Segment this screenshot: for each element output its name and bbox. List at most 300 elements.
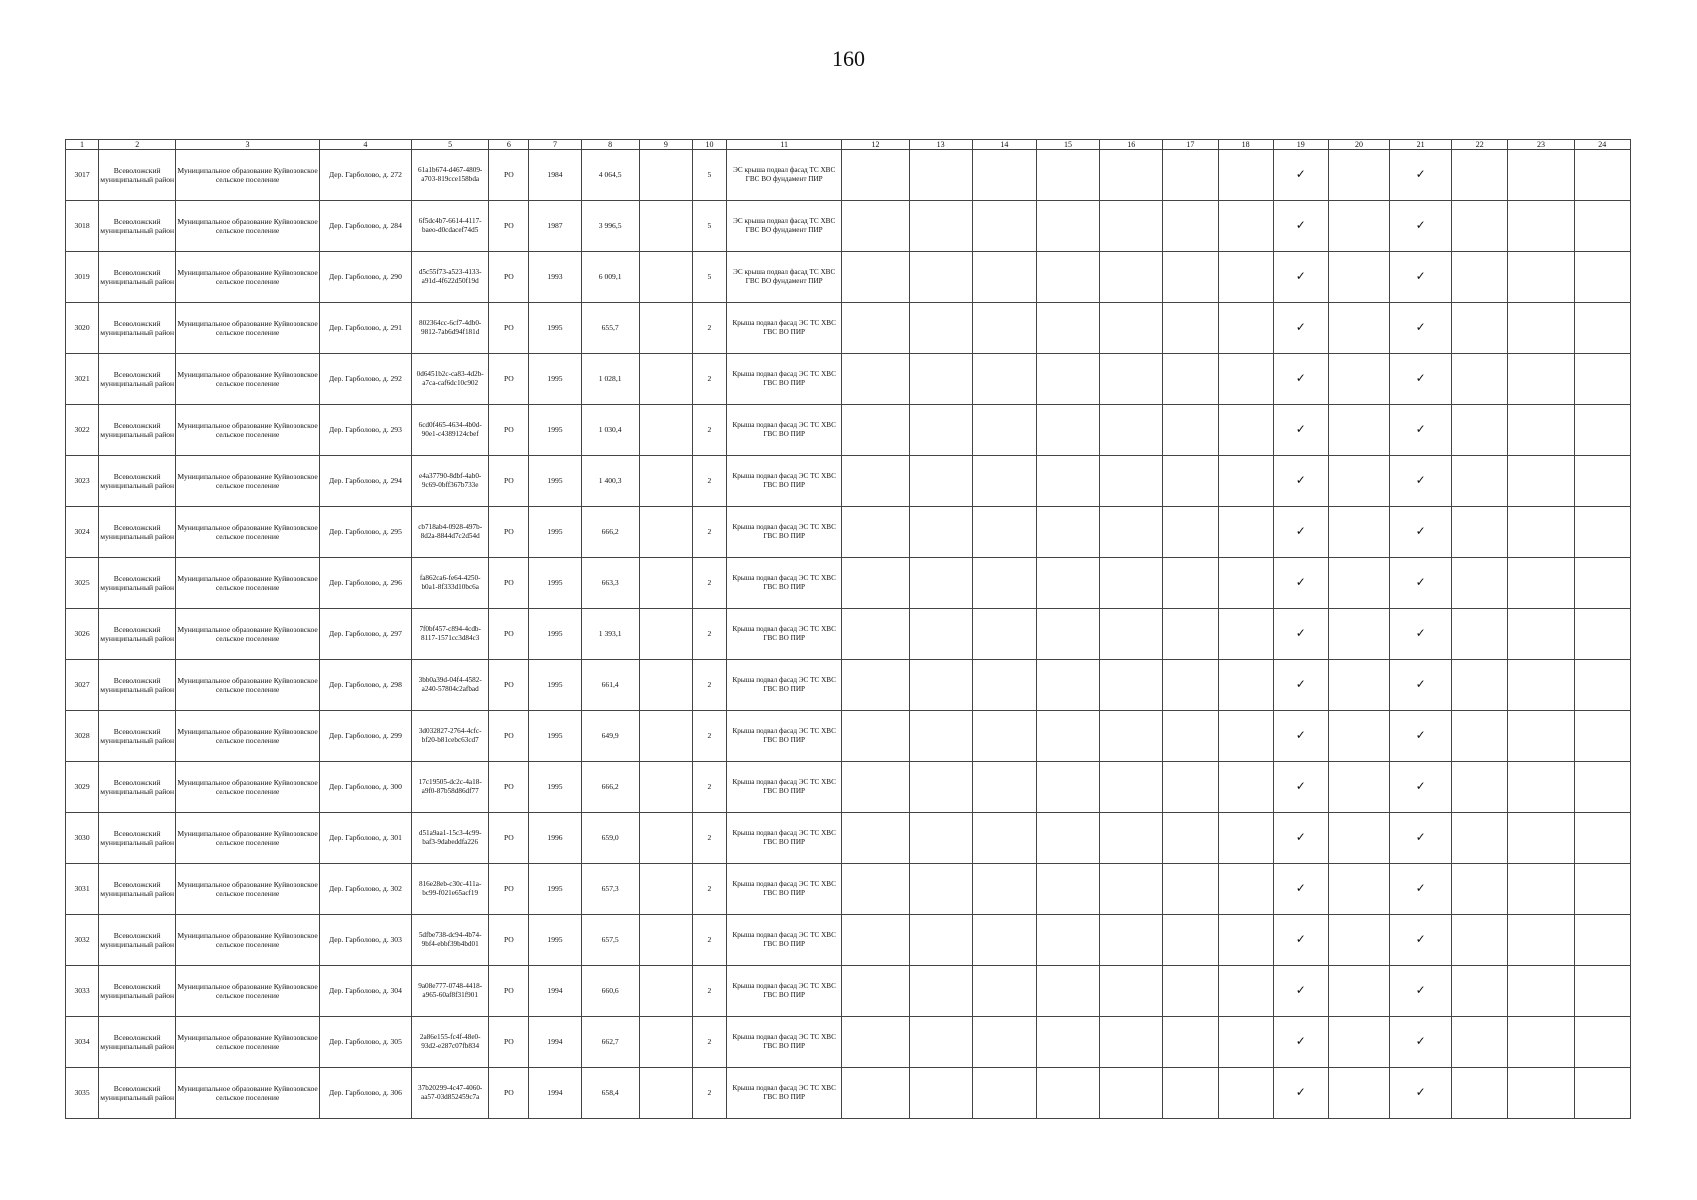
empty-cell xyxy=(909,660,972,711)
works-cell: Крыша подвал фасад ЭС ТС ХВС ГВС ВО ПИР xyxy=(727,660,842,711)
type-cell: РО xyxy=(489,1068,529,1119)
empty-cell xyxy=(842,303,909,354)
empty-cell xyxy=(909,507,972,558)
empty-cell xyxy=(842,354,909,405)
municipality-cell: Муниципальное образование Куйвозовское сельское поселение xyxy=(176,864,319,915)
type-cell: РО xyxy=(489,762,529,813)
type-cell: РО xyxy=(489,711,529,762)
year-cell: 1995 xyxy=(529,507,581,558)
empty-cell xyxy=(1508,150,1574,201)
empty-cell xyxy=(1452,354,1508,405)
works-cell: Крыша подвал фасад ЭС ТС ХВС ГВС ВО ПИР xyxy=(727,558,842,609)
empty-cell xyxy=(1218,456,1273,507)
row-number: 3029 xyxy=(66,762,99,813)
empty-cell xyxy=(1036,915,1099,966)
area-cell: 662,7 xyxy=(581,1017,639,1068)
empty-cell xyxy=(1328,711,1389,762)
check-mark-icon: ✓ xyxy=(1273,405,1328,456)
empty-cell xyxy=(1036,609,1099,660)
empty-cell xyxy=(1100,762,1163,813)
check-mark-icon: ✓ xyxy=(1273,609,1328,660)
column-number-header: 4 xyxy=(319,140,411,150)
works-cell: Крыша подвал фасад ЭС ТС ХВС ГВС ВО ПИР xyxy=(727,609,842,660)
empty-cell xyxy=(639,507,692,558)
empty-cell xyxy=(1508,609,1574,660)
empty-cell xyxy=(842,507,909,558)
guid-cell: 17c19505-dc2c-4a18-a9f0-87b58d86df77 xyxy=(412,762,489,813)
empty-cell xyxy=(1163,711,1218,762)
type-cell: РО xyxy=(489,813,529,864)
empty-cell xyxy=(1218,966,1273,1017)
empty-cell xyxy=(1574,558,1630,609)
year-cell: 1995 xyxy=(529,609,581,660)
column-number-row xyxy=(66,140,1631,150)
area-cell: 661,4 xyxy=(581,660,639,711)
guid-cell: 0d6451b2c-ca83-4d2b-a7ca-caf6dc10c902 xyxy=(412,354,489,405)
check-mark-icon: ✓ xyxy=(1390,354,1452,405)
municipality-cell: Муниципальное образование Куйвозовское сельское поселение xyxy=(176,966,319,1017)
type-cell: РО xyxy=(489,405,529,456)
year-cell: 1995 xyxy=(529,405,581,456)
empty-cell xyxy=(639,150,692,201)
empty-cell xyxy=(1218,1068,1273,1119)
guid-cell: 802364cc-6cf7-4db0-9812-7ab6d94f181d xyxy=(412,303,489,354)
works-cell: Крыша подвал фасад ЭС ТС ХВС ГВС ВО ПИР xyxy=(727,711,842,762)
empty-cell xyxy=(1163,660,1218,711)
empty-cell xyxy=(1163,966,1218,1017)
row-number: 3024 xyxy=(66,507,99,558)
empty-cell xyxy=(972,813,1036,864)
row-number: 3035 xyxy=(66,1068,99,1119)
municipality-cell: Муниципальное образование Куйвозовское сельское поселение xyxy=(176,609,319,660)
empty-cell xyxy=(1328,813,1389,864)
row-number: 3033 xyxy=(66,966,99,1017)
check-mark-icon: ✓ xyxy=(1273,966,1328,1017)
empty-cell xyxy=(1163,201,1218,252)
empty-cell xyxy=(639,1017,692,1068)
table-row xyxy=(66,558,1631,609)
year-cell: 1984 xyxy=(529,150,581,201)
empty-cell xyxy=(1163,405,1218,456)
empty-cell xyxy=(1452,711,1508,762)
table-row xyxy=(66,915,1631,966)
check-mark-icon: ✓ xyxy=(1273,558,1328,609)
empty-cell xyxy=(1100,456,1163,507)
table-row xyxy=(66,660,1631,711)
check-mark-icon: ✓ xyxy=(1273,303,1328,354)
column-number-header: 6 xyxy=(489,140,529,150)
area-cell: 663,3 xyxy=(581,558,639,609)
empty-cell xyxy=(1218,660,1273,711)
address-cell: Дер. Гарболово, д. 296 xyxy=(319,558,411,609)
empty-cell xyxy=(842,609,909,660)
count-cell: 2 xyxy=(692,864,726,915)
check-mark-icon: ✓ xyxy=(1390,558,1452,609)
count-cell: 2 xyxy=(692,558,726,609)
guid-cell: 3bb0a39d-04f4-4582-a240-57804c2afbad xyxy=(412,660,489,711)
count-cell: 2 xyxy=(692,354,726,405)
empty-cell xyxy=(1100,711,1163,762)
empty-cell xyxy=(1036,1068,1099,1119)
municipality-cell: Муниципальное образование Куйвозовское сельское поселение xyxy=(176,660,319,711)
empty-cell xyxy=(1218,405,1273,456)
empty-cell xyxy=(1218,201,1273,252)
empty-cell xyxy=(1100,864,1163,915)
area-cell: 657,3 xyxy=(581,864,639,915)
count-cell: 5 xyxy=(692,252,726,303)
empty-cell xyxy=(1328,762,1389,813)
empty-cell xyxy=(1163,1017,1218,1068)
empty-cell xyxy=(972,150,1036,201)
check-mark-icon: ✓ xyxy=(1273,507,1328,558)
count-cell: 2 xyxy=(692,711,726,762)
works-cell: Крыша подвал фасад ЭС ТС ХВС ГВС ВО ПИР xyxy=(727,354,842,405)
guid-cell: 37b20299-4c47-4060-aa57-03d852459c7a xyxy=(412,1068,489,1119)
empty-cell xyxy=(639,711,692,762)
empty-cell xyxy=(1100,252,1163,303)
row-number: 3023 xyxy=(66,456,99,507)
guid-cell: 6cd0f465-4634-4b0d-90e1-c4389124cbef xyxy=(412,405,489,456)
municipality-cell: Муниципальное образование Куйвозовское сельское поселение xyxy=(176,252,319,303)
empty-cell xyxy=(1328,609,1389,660)
table-row xyxy=(66,150,1631,201)
empty-cell xyxy=(972,1017,1036,1068)
empty-cell xyxy=(972,966,1036,1017)
guid-cell: d5c55f73-a523-4133-a91d-4f622d50f19d xyxy=(412,252,489,303)
check-mark-icon: ✓ xyxy=(1273,201,1328,252)
table-row xyxy=(66,864,1631,915)
empty-cell xyxy=(1328,252,1389,303)
empty-cell xyxy=(1100,1068,1163,1119)
district-cell: Всеволожский муниципальный район xyxy=(99,915,176,966)
check-mark-icon: ✓ xyxy=(1390,303,1452,354)
empty-cell xyxy=(1452,201,1508,252)
works-cell: Крыша подвал фасад ЭС ТС ХВС ГВС ВО ПИР xyxy=(727,507,842,558)
works-cell: Крыша подвал фасад ЭС ТС ХВС ГВС ВО ПИР xyxy=(727,303,842,354)
empty-cell xyxy=(1036,303,1099,354)
year-cell: 1995 xyxy=(529,456,581,507)
empty-cell xyxy=(972,711,1036,762)
empty-cell xyxy=(1508,660,1574,711)
address-cell: Дер. Гарболово, д. 301 xyxy=(319,813,411,864)
empty-cell xyxy=(909,711,972,762)
empty-cell xyxy=(1508,252,1574,303)
district-cell: Всеволожский муниципальный район xyxy=(99,1017,176,1068)
guid-cell: d51a9aa1-15c3-4c99-baf3-9dabeddfa226 xyxy=(412,813,489,864)
empty-cell xyxy=(972,609,1036,660)
empty-cell xyxy=(1574,915,1630,966)
table-row xyxy=(66,813,1631,864)
empty-cell xyxy=(1574,507,1630,558)
district-cell: Всеволожский муниципальный район xyxy=(99,201,176,252)
count-cell: 2 xyxy=(692,303,726,354)
check-mark-icon: ✓ xyxy=(1390,150,1452,201)
empty-cell xyxy=(1100,609,1163,660)
district-cell: Всеволожский муниципальный район xyxy=(99,660,176,711)
address-cell: Дер. Гарболово, д. 293 xyxy=(319,405,411,456)
address-cell: Дер. Гарболово, д. 299 xyxy=(319,711,411,762)
address-cell: Дер. Гарболово, д. 292 xyxy=(319,354,411,405)
check-mark-icon: ✓ xyxy=(1390,660,1452,711)
type-cell: РО xyxy=(489,150,529,201)
empty-cell xyxy=(1508,915,1574,966)
empty-cell xyxy=(1574,150,1630,201)
type-cell: РО xyxy=(489,609,529,660)
check-mark-icon: ✓ xyxy=(1273,711,1328,762)
empty-cell xyxy=(1163,507,1218,558)
empty-cell xyxy=(972,456,1036,507)
municipality-cell: Муниципальное образование Куйвозовское сельское поселение xyxy=(176,915,319,966)
empty-cell xyxy=(909,762,972,813)
empty-cell xyxy=(1574,1068,1630,1119)
empty-cell xyxy=(842,915,909,966)
empty-cell xyxy=(1218,354,1273,405)
check-mark-icon: ✓ xyxy=(1390,609,1452,660)
year-cell: 1993 xyxy=(529,252,581,303)
municipality-cell: Муниципальное образование Куйвозовское сельское поселение xyxy=(176,762,319,813)
address-cell: Дер. Гарболово, д. 291 xyxy=(319,303,411,354)
municipality-cell: Муниципальное образование Куйвозовское сельское поселение xyxy=(176,558,319,609)
year-cell: 1994 xyxy=(529,1068,581,1119)
empty-cell xyxy=(639,1068,692,1119)
column-number-header: 21 xyxy=(1390,140,1452,150)
check-mark-icon: ✓ xyxy=(1390,201,1452,252)
row-number: 3017 xyxy=(66,150,99,201)
year-cell: 1995 xyxy=(529,864,581,915)
type-cell: РО xyxy=(489,1017,529,1068)
municipality-cell: Муниципальное образование Куйвозовское сельское поселение xyxy=(176,405,319,456)
table-row xyxy=(66,252,1631,303)
empty-cell xyxy=(1036,660,1099,711)
empty-cell xyxy=(909,813,972,864)
empty-cell xyxy=(972,252,1036,303)
address-cell: Дер. Гарболово, д. 284 xyxy=(319,201,411,252)
municipality-cell: Муниципальное образование Куйвозовское сельское поселение xyxy=(176,507,319,558)
row-number: 3027 xyxy=(66,660,99,711)
address-cell: Дер. Гарболово, д. 305 xyxy=(319,1017,411,1068)
empty-cell xyxy=(1574,609,1630,660)
empty-cell xyxy=(1036,864,1099,915)
empty-cell xyxy=(842,864,909,915)
empty-cell xyxy=(1452,252,1508,303)
type-cell: РО xyxy=(489,864,529,915)
area-cell: 660,6 xyxy=(581,966,639,1017)
area-cell: 1 400,3 xyxy=(581,456,639,507)
area-cell: 1 028,1 xyxy=(581,354,639,405)
district-cell: Всеволожский муниципальный район xyxy=(99,303,176,354)
count-cell: 2 xyxy=(692,609,726,660)
empty-cell xyxy=(639,609,692,660)
works-cell: ЭС крыша подвал фасад ТС ХВС ГВС ВО фундамент ПИР xyxy=(727,150,842,201)
empty-cell xyxy=(1508,813,1574,864)
district-cell: Всеволожский муниципальный район xyxy=(99,762,176,813)
column-number-header: 13 xyxy=(909,140,972,150)
year-cell: 1995 xyxy=(529,711,581,762)
guid-cell: 7f0bf457-c894-4cdb-8117-1571cc3d84c3 xyxy=(412,609,489,660)
empty-cell xyxy=(1508,354,1574,405)
empty-cell xyxy=(1508,456,1574,507)
empty-cell xyxy=(1574,201,1630,252)
empty-cell xyxy=(909,609,972,660)
empty-cell xyxy=(1036,558,1099,609)
year-cell: 1995 xyxy=(529,303,581,354)
empty-cell xyxy=(1163,558,1218,609)
works-cell: Крыша подвал фасад ЭС ТС ХВС ГВС ВО ПИР xyxy=(727,1068,842,1119)
column-number-header: 23 xyxy=(1508,140,1574,150)
address-cell: Дер. Гарболово, д. 298 xyxy=(319,660,411,711)
empty-cell xyxy=(842,762,909,813)
check-mark-icon: ✓ xyxy=(1273,813,1328,864)
empty-cell xyxy=(1218,915,1273,966)
empty-cell xyxy=(909,150,972,201)
type-cell: РО xyxy=(489,558,529,609)
row-number: 3030 xyxy=(66,813,99,864)
address-cell: Дер. Гарболово, д. 294 xyxy=(319,456,411,507)
empty-cell xyxy=(1163,915,1218,966)
table-row xyxy=(66,303,1631,354)
check-mark-icon: ✓ xyxy=(1273,1068,1328,1119)
empty-cell xyxy=(1163,252,1218,303)
row-number: 3031 xyxy=(66,864,99,915)
works-cell: Крыша подвал фасад ЭС ТС ХВС ГВС ВО ПИР xyxy=(727,966,842,1017)
empty-cell xyxy=(909,252,972,303)
area-cell: 1 030,4 xyxy=(581,405,639,456)
guid-cell: 2a86e155-fc4f-48e0-93d2-e287c07fb834 xyxy=(412,1017,489,1068)
empty-cell xyxy=(1508,711,1574,762)
works-cell: Крыша подвал фасад ЭС ТС ХВС ГВС ВО ПИР xyxy=(727,405,842,456)
check-mark-icon: ✓ xyxy=(1273,864,1328,915)
empty-cell xyxy=(909,405,972,456)
empty-cell xyxy=(909,864,972,915)
district-cell: Всеволожский муниципальный район xyxy=(99,354,176,405)
count-cell: 2 xyxy=(692,507,726,558)
empty-cell xyxy=(909,201,972,252)
works-cell: Крыша подвал фасад ЭС ТС ХВС ГВС ВО ПИР xyxy=(727,864,842,915)
empty-cell xyxy=(1574,966,1630,1017)
type-cell: РО xyxy=(489,507,529,558)
check-mark-icon: ✓ xyxy=(1390,456,1452,507)
empty-cell xyxy=(1218,150,1273,201)
area-cell: 4 064,5 xyxy=(581,150,639,201)
empty-cell xyxy=(1100,405,1163,456)
district-cell: Всеволожский муниципальный район xyxy=(99,813,176,864)
empty-cell xyxy=(1218,507,1273,558)
empty-cell xyxy=(1452,1068,1508,1119)
empty-cell xyxy=(1036,966,1099,1017)
empty-cell xyxy=(1163,864,1218,915)
empty-cell xyxy=(1100,813,1163,864)
district-cell: Всеволожский муниципальный район xyxy=(99,711,176,762)
empty-cell xyxy=(842,456,909,507)
empty-cell xyxy=(972,558,1036,609)
check-mark-icon: ✓ xyxy=(1390,762,1452,813)
check-mark-icon: ✓ xyxy=(1390,252,1452,303)
empty-cell xyxy=(1036,813,1099,864)
row-number: 3025 xyxy=(66,558,99,609)
municipality-cell: Муниципальное образование Куйвозовское сельское поселение xyxy=(176,201,319,252)
type-cell: РО xyxy=(489,201,529,252)
empty-cell xyxy=(1163,150,1218,201)
empty-cell xyxy=(1036,762,1099,813)
empty-cell xyxy=(1218,762,1273,813)
empty-cell xyxy=(842,150,909,201)
empty-cell xyxy=(1452,405,1508,456)
check-mark-icon: ✓ xyxy=(1273,915,1328,966)
area-cell: 6 009,1 xyxy=(581,252,639,303)
empty-cell xyxy=(1328,660,1389,711)
guid-cell: 5dfbe738-dc94-4b74-9bf4-ebbf39b4bd01 xyxy=(412,915,489,966)
empty-cell xyxy=(1100,354,1163,405)
empty-cell xyxy=(639,660,692,711)
year-cell: 1994 xyxy=(529,1017,581,1068)
empty-cell xyxy=(1036,354,1099,405)
check-mark-icon: ✓ xyxy=(1390,864,1452,915)
empty-cell xyxy=(639,252,692,303)
count-cell: 2 xyxy=(692,966,726,1017)
empty-cell xyxy=(842,201,909,252)
column-number-header: 1 xyxy=(66,140,99,150)
guid-cell: fa862ca6-fe64-4250-b0a1-8f333d10bc6a xyxy=(412,558,489,609)
works-cell: Крыша подвал фасад ЭС ТС ХВС ГВС ВО ПИР xyxy=(727,762,842,813)
district-cell: Всеволожский муниципальный район xyxy=(99,558,176,609)
column-number-header: 18 xyxy=(1218,140,1273,150)
municipality-cell: Муниципальное образование Куйвозовское сельское поселение xyxy=(176,1068,319,1119)
empty-cell xyxy=(972,201,1036,252)
guid-cell: 9a08e777-0748-4418-a965-60af8f31f901 xyxy=(412,966,489,1017)
empty-cell xyxy=(1163,813,1218,864)
works-cell: ЭС крыша подвал фасад ТС ХВС ГВС ВО фундамент ПИР xyxy=(727,201,842,252)
area-cell: 666,2 xyxy=(581,507,639,558)
column-number-header: 2 xyxy=(99,140,176,150)
empty-cell xyxy=(1452,966,1508,1017)
empty-cell xyxy=(972,303,1036,354)
column-number-header: 5 xyxy=(412,140,489,150)
address-cell: Дер. Гарболово, д. 295 xyxy=(319,507,411,558)
address-cell: Дер. Гарболово, д. 272 xyxy=(319,150,411,201)
empty-cell xyxy=(1163,303,1218,354)
count-cell: 5 xyxy=(692,150,726,201)
type-cell: РО xyxy=(489,354,529,405)
empty-cell xyxy=(1036,252,1099,303)
empty-cell xyxy=(1574,762,1630,813)
guid-cell: e4a37790-8dbf-4ab0-9c69-0bff367b733e xyxy=(412,456,489,507)
column-number-header: 10 xyxy=(692,140,726,150)
table-row xyxy=(66,609,1631,660)
municipality-cell: Муниципальное образование Куйвозовское сельское поселение xyxy=(176,303,319,354)
table-row xyxy=(66,762,1631,813)
empty-cell xyxy=(1218,711,1273,762)
guid-cell: cb718ab4-0928-497b-8d2a-8844d7c2d54d xyxy=(412,507,489,558)
empty-cell xyxy=(1574,252,1630,303)
empty-cell xyxy=(639,558,692,609)
column-number-header: 24 xyxy=(1574,140,1630,150)
empty-cell xyxy=(842,813,909,864)
column-number-header: 12 xyxy=(842,140,909,150)
address-cell: Дер. Гарболово, д. 302 xyxy=(319,864,411,915)
address-cell: Дер. Гарболово, д. 297 xyxy=(319,609,411,660)
district-cell: Всеволожский муниципальный район xyxy=(99,252,176,303)
area-cell: 666,2 xyxy=(581,762,639,813)
type-cell: РО xyxy=(489,660,529,711)
empty-cell xyxy=(1452,456,1508,507)
empty-cell xyxy=(639,864,692,915)
empty-cell xyxy=(972,864,1036,915)
empty-cell xyxy=(1328,201,1389,252)
row-number: 3034 xyxy=(66,1017,99,1068)
row-number: 3022 xyxy=(66,405,99,456)
page-number: 160 xyxy=(832,46,865,71)
table-row xyxy=(66,1017,1631,1068)
